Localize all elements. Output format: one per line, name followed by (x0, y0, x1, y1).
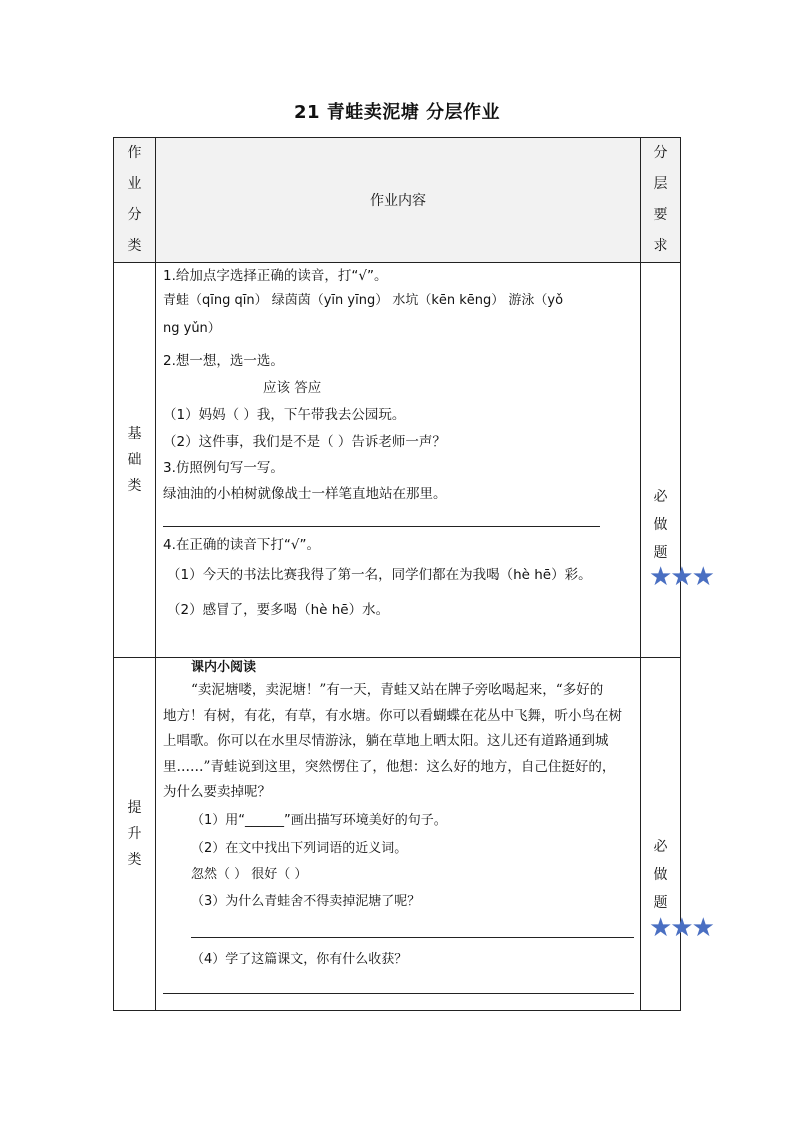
passage-line: 为什么要卖掉呢？ (163, 784, 271, 800)
passage-line: “卖泥塘喽，卖泥塘！”有一天，青蛙又站在牌子旁吆喝起来，“多好的 (191, 682, 604, 698)
advanced-requirement-char: 必 (653, 839, 668, 855)
basic-content-cell (156, 263, 641, 658)
header-content: 作业内容 (156, 138, 641, 263)
q2-synonym-words: 忽然（ ） 很好（ ） (191, 866, 308, 882)
q2-item-2: （2）这件事，我们是不是（ ）告诉老师一声？ (163, 434, 446, 450)
basic-category-cell (114, 263, 156, 658)
page-title: 21 青蛙卖泥塘 分层作业 (293, 102, 501, 123)
header-requirement (641, 138, 680, 262)
basic-requirement-char: 题 (653, 545, 668, 561)
reading-q3-answer-line[interactable] (191, 936, 634, 938)
reading-heading: 课内小阅读 (191, 660, 257, 675)
basic-requirement-cell (641, 263, 713, 658)
advanced-category-char: 升 (127, 826, 142, 842)
basic-requirement-char: 必 (653, 489, 668, 505)
basic-category-char: 类 (127, 478, 142, 494)
advanced-requirement-char: 做 (653, 867, 668, 883)
star-rating-icon: ★★★ (649, 562, 713, 592)
basic-row (114, 263, 681, 658)
q4-item-1: （1）今天的书法比赛我得了第一名，同学们都在为我喝（hè hē）彩。 (167, 567, 592, 583)
q3-answer-line[interactable] (163, 525, 600, 527)
advanced-content-cell (156, 658, 641, 1011)
header-requirement-char: 要 (653, 207, 668, 223)
header-row (114, 138, 681, 263)
q1-options-line1: 青蛙（qīng qīn） 绿茵茵（yīn yīng） 水坑（kēn kēng） 游泳（yǒ (163, 293, 564, 308)
basic-requirement (641, 483, 680, 567)
advanced-row (114, 658, 681, 1011)
star-rating-icon: ★★★ (649, 913, 713, 943)
basic-category (114, 421, 155, 499)
question-4: 4.在正确的读音下打“√”。 (163, 537, 320, 553)
question-3: 3.仿照例句写一写。 (163, 460, 284, 476)
advanced-category-char: 提 (127, 800, 142, 816)
reading-question-1: （1）用“______”画出描写环境美好的句子。 (191, 812, 447, 828)
homework-table (113, 137, 713, 1011)
header-requirement-char: 分 (653, 145, 668, 161)
advanced-requirement-cell (641, 658, 713, 1011)
q2-item-1: （1）妈妈（ ）我，下午带我去公园玩。 (163, 407, 406, 423)
header-requirement-char: 求 (653, 238, 668, 254)
q1-options-line2: ng yǔn） (163, 321, 221, 336)
q2-word-options: 应该 答应 (263, 380, 322, 396)
reading-q4-answer-line[interactable] (163, 992, 634, 994)
advanced-category (114, 795, 155, 873)
header-requirement-cell (641, 138, 681, 263)
advanced-requirement (641, 833, 680, 917)
reading-question-4: （4）学了这篇课文，你有什么收获？ (191, 951, 408, 967)
header-category-char: 分 (127, 207, 142, 223)
passage-line: 里……”青蛙说到这里，突然愣住了，他想：这么好的地方，自己住挺好的， (163, 758, 616, 775)
reading-question-2: （2）在文中找出下列词语的近义词。 (191, 840, 408, 856)
advanced-category-char: 类 (127, 852, 142, 868)
header-category-char: 作 (127, 145, 142, 161)
header-category-char: 业 (127, 176, 142, 192)
basic-content (156, 263, 640, 627)
advanced-category-cell (114, 658, 156, 1011)
advanced-requirement-char: 题 (653, 895, 668, 911)
q4-item-2: （2）感冒了，要多喝（hè hē）水。 (167, 602, 390, 618)
basic-requirement-char: 做 (653, 517, 668, 533)
basic-category-char: 础 (127, 452, 142, 468)
basic-category-char: 基 (127, 426, 142, 442)
question-2: 2.想一想，选一选。 (163, 353, 284, 369)
header-category-cell (114, 138, 156, 263)
question-1: 1.给加点字选择正确的读音，打“√”。 (163, 268, 388, 284)
header-category (114, 138, 155, 262)
q3-example-sentence: 绿油油的小柏树就像战士一样笔直地站在那里。 (163, 486, 447, 502)
reading-question-3: （3）为什么青蛙舍不得卖掉泥塘了呢？ (191, 893, 421, 909)
header-requirement-char: 层 (653, 176, 668, 192)
passage-line: 上唱歌。你可以在水里尽情游泳，躺在草地上晒太阳。这儿还有道路通到城 (163, 733, 609, 749)
advanced-content (156, 658, 640, 994)
passage-line: 地方！有树，有花，有草，有水塘。你可以看蝴蝶在花丛中飞舞，听小鸟在树 (163, 707, 622, 724)
header-category-char: 类 (127, 238, 142, 254)
